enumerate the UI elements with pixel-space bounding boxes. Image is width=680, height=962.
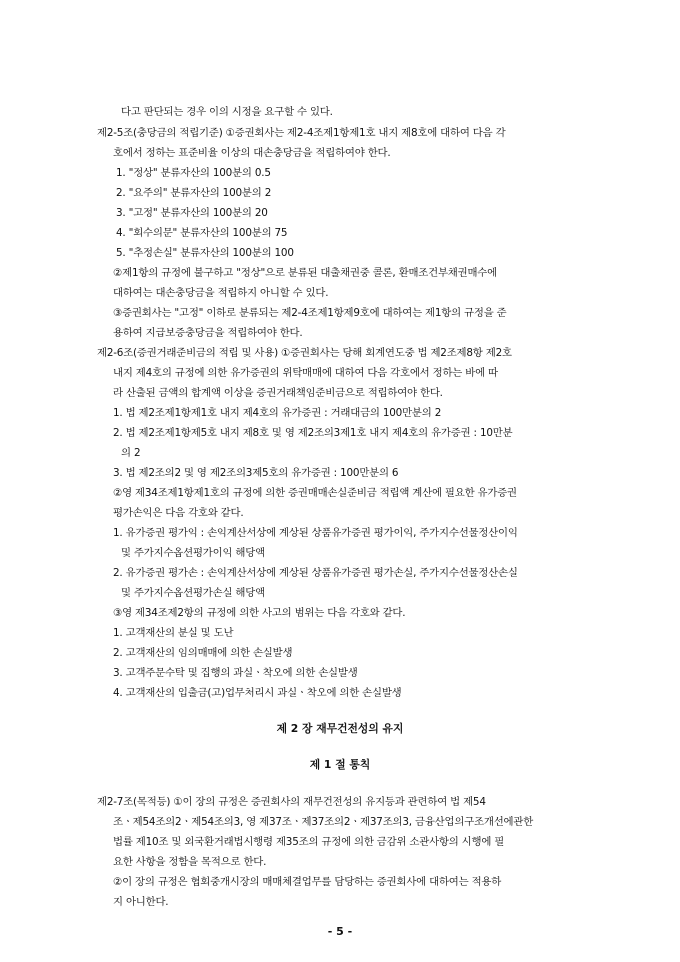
- paragraph-line: ②제1항의 규정에 불구하고 "정상"으로 분류된 대출채권중 콜론, 환매조건부채권매수에: [113, 267, 497, 279]
- list-item: 1. 법 제2조제1항제1호 내지 제4호의 유가증권 : 거래대금의 100만분의 2: [113, 407, 442, 419]
- paragraph-line: ②영 제34조제1항제1호의 규정에 의한 증권매매손실준비금 적립액 계산에 필요한 유가증권: [113, 487, 517, 499]
- text-line: 평가손익은 다음 각호와 같다.: [113, 507, 244, 519]
- list-item: 1. 유가증권 평가익 : 손익계산서상에 계상된 상품유가증권 평가이익, 주가지수선물정산이익: [113, 527, 518, 539]
- paragraph-line: ②이 장의 규정은 협회중개시장의 매매체결업무를 담당하는 증권회사에 대하여는 적용하: [113, 876, 502, 888]
- list-item: 3. "고정" 분류자산의 100분의 20: [116, 207, 268, 219]
- article-2-5-heading: 제2-5조(충당금의 적립기준) ①증권회사는 제2-4조제1항제1호 내지 제8호에 대하여 다음 각: [97, 127, 506, 139]
- chapter-title: 제 2 장 재무건전성의 유지: [276, 722, 404, 735]
- list-item: 2. 유가증권 평가손 : 손익계산서상에 계상된 상품유가증권 평가손실, 주가지수선물정산손실: [113, 567, 518, 579]
- list-item: 3. 고객주문수탁 및 집행의 과실ㆍ착오에 의한 손실발생: [113, 667, 358, 679]
- list-item: 1. 고객재산의 분실 및 도난: [113, 627, 234, 639]
- list-item: 4. "회수의문" 분류자산의 100분의 75: [116, 227, 288, 239]
- section-title: 제 1 절 통칙: [309, 758, 371, 771]
- text-line: 및 주가지수옵션평가이익 해당액: [121, 547, 265, 559]
- text-line: 조ㆍ제54조의2ㆍ제54조의3, 영 제37조ㆍ제37조의2ㆍ제37조의3, 금융산업의구조개선에관한: [113, 816, 534, 828]
- list-item: 4. 고객재산의 입출금(고)업무처리시 과실ㆍ착오에 의한 손실발생: [113, 687, 402, 699]
- list-item: 5. "추정손실" 분류자산의 100분의 100: [116, 247, 294, 259]
- text-line: 법률 제10조 및 외국환거래법시행령 제35조의 규정에 의한 금감위 소관사항의 시행에 필: [113, 836, 505, 848]
- text-line: 호에서 정하는 표준비율 이상의 대손충당금을 적립하여야 한다.: [113, 147, 391, 159]
- text-line: 내지 제4호의 규정에 의한 유가증권의 위탁매매에 대하여 다음 각호에서 정하는 바에 따: [113, 367, 498, 379]
- text-line: 요한 사항을 정함을 목적으로 한다.: [113, 856, 267, 868]
- text-line: 의 2: [121, 447, 141, 459]
- page-number: - 5 -: [327, 925, 353, 938]
- article-2-6-heading: 제2-6조(증권거래준비금의 적립 및 사용) ①증권회사는 당해 회계연도중 법 제2조제8항 제2호: [97, 347, 512, 359]
- list-item: 2. "요주의" 분류자산의 100분의 2: [116, 187, 272, 199]
- list-item: 2. 법 제2조제1항제5호 내지 제8호 및 영 제2조의3제1호 내지 제4호의 유가증권 : 10만분: [113, 427, 513, 439]
- text-line: 라 산출된 금액의 합계액 이상을 증권거래책임준비금으로 적립하여야 한다.: [113, 387, 443, 399]
- text-line: 대하여는 대손충당금을 적립하지 아니할 수 있다.: [113, 287, 329, 299]
- paragraph-line: ③영 제34조제2항의 규정에 의한 사고의 범위는 다음 각호와 같다.: [113, 607, 406, 619]
- text-line: 다고 판단되는 경우 이의 시정을 요구할 수 있다.: [121, 106, 333, 118]
- article-2-7-heading: 제2-7조(목적등) ①이 장의 규정은 증권회사의 재무건전성의 유지등과 관련하여 법 제54: [97, 796, 486, 808]
- text-line: 용하여 지급보증충당금을 적립하여야 한다.: [113, 327, 303, 339]
- list-item: 3. 법 제2조의2 및 영 제2조의3제5호의 유가증권 : 100만분의 6: [113, 467, 399, 479]
- list-item: 1. "정상" 분류자산의 100분의 0.5: [116, 167, 271, 179]
- paragraph-line: ③증권회사는 "고정" 이하로 분류되는 제2-4조제1항제9호에 대하여는 제1항의 규정을 준: [113, 307, 507, 319]
- list-item: 2. 고객재산의 임의매매에 의한 손실발생: [113, 647, 293, 659]
- text-line: 및 주가지수옵션평가손실 해당액: [121, 587, 265, 599]
- text-line: 지 아니한다.: [113, 896, 169, 908]
